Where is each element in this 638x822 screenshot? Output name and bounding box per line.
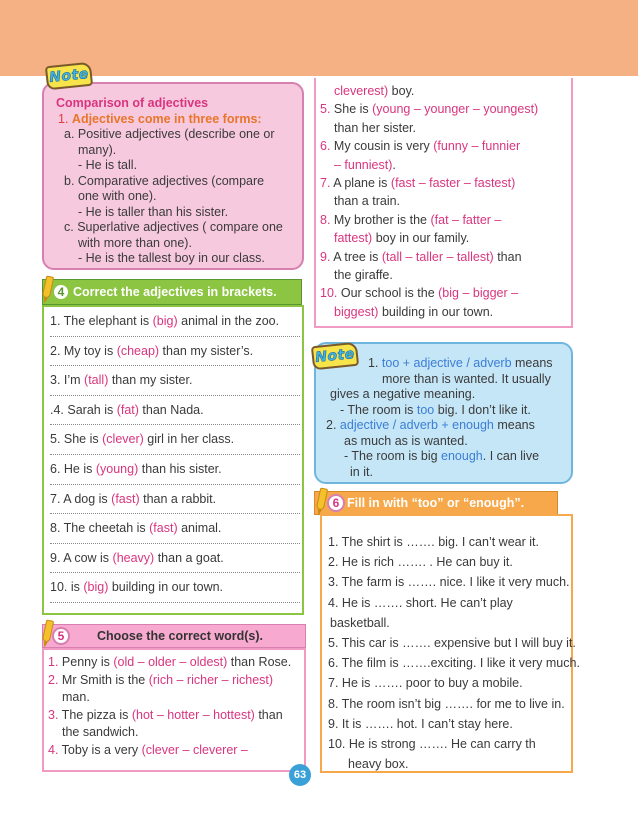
exercise-line <box>320 82 571 100</box>
note2-text: means <box>493 418 535 432</box>
exercise-line <box>50 514 300 544</box>
adjective-in-brackets: (fat) <box>116 402 139 417</box>
word-options: (old – older – oldest) <box>113 655 228 669</box>
exercise-line <box>50 366 300 396</box>
sentence-text: He is rich ……. . He can buy it. <box>338 555 513 570</box>
item-number: 7. <box>328 676 339 691</box>
sentence-text: 1. The elephant is <box>50 314 153 328</box>
note-line: with more than one). <box>78 235 192 250</box>
sentence-text: He is strong ……. He can carry th <box>345 737 536 752</box>
word-options: (clever – cleverer – <box>141 742 248 757</box>
item-number: 10. <box>320 286 338 301</box>
note2-num: 2. <box>326 418 337 432</box>
note2-example <box>326 449 565 465</box>
sentence-text: than <box>493 249 522 264</box>
exercise-line <box>320 266 571 284</box>
exercise-5-header <box>42 624 306 648</box>
sentence-text: . <box>392 157 396 172</box>
sentence-text: building in our town. <box>378 304 494 319</box>
sentence-text: 7. A dog is <box>50 491 112 506</box>
exercise-line <box>320 137 571 155</box>
note2-example <box>326 403 565 419</box>
item-number: 8. <box>320 212 331 227</box>
note2-text: means <box>511 356 553 370</box>
sentence-text: than Nada. <box>138 402 204 417</box>
exercise-line <box>48 707 304 725</box>
page-number: 63 <box>289 764 311 786</box>
sentence-text: than my sister. <box>108 373 193 388</box>
sentence-text: Mr Smith is the <box>58 672 149 687</box>
exercise-line <box>50 544 300 574</box>
item-number: 8. <box>328 696 339 711</box>
sentence-text: A plane is <box>330 176 391 191</box>
exercise-line <box>320 119 571 137</box>
exercise-line <box>50 573 300 603</box>
item-number: 2. <box>328 555 339 570</box>
note-line: a. Positive adjectives (describe one or <box>64 127 275 141</box>
exercise-line <box>320 284 571 302</box>
sentence-text: girl in her class. <box>143 432 235 447</box>
item-number: 2. <box>48 672 59 687</box>
sentence-text: 6. He is <box>50 462 96 476</box>
note-line: - He is tall. <box>78 158 138 172</box>
note-line: one with one). <box>78 189 157 203</box>
exercise-line <box>328 532 571 552</box>
word-options: (hot – hotter – hottest) <box>131 707 255 722</box>
word-options: (young – younger – youngest) <box>372 102 539 117</box>
exercise-line <box>48 654 304 672</box>
exercise-5-box-right <box>314 78 573 328</box>
sentence-text: He is ……. short. He can’t play <box>338 595 513 610</box>
item-number: 7. <box>320 176 331 191</box>
word-options: fattest) <box>334 231 373 246</box>
exercise-line <box>328 694 571 714</box>
sentence-text: The pizza is <box>58 707 132 722</box>
note2-num: 1. <box>368 356 379 370</box>
sentence-text: heavy box. <box>348 757 409 772</box>
exercise-4-number: 4 <box>52 283 70 301</box>
sentence-text: It is ……. hot. I can’t stay here. <box>338 716 513 731</box>
note-line: many). <box>78 142 117 157</box>
item-number: 4. <box>48 742 59 757</box>
note2-line <box>326 356 565 372</box>
note-lines <box>56 127 294 267</box>
sentence-text: than a train. <box>334 194 401 209</box>
note2-line <box>326 418 565 434</box>
sentence-text: This car is ……. expensive but I will buy it. <box>338 636 576 651</box>
exercise-line <box>328 754 571 774</box>
sentence-text: The farm is ……. nice. I like it very much. <box>338 575 570 590</box>
exercise-line <box>50 455 300 485</box>
note-badge-label: Note <box>48 65 90 87</box>
sentence-text: 9. A cow is <box>50 550 113 565</box>
point-heading: Adjectives come in three forms: <box>71 111 262 126</box>
note-badge-label: Note <box>314 345 356 367</box>
adjective-in-brackets: (heavy) <box>112 550 155 565</box>
adjective-in-brackets: (fast) <box>111 491 140 506</box>
sentence-text: boy in our family. <box>372 231 470 246</box>
sentence-text: The room isn’t big ……. for me to live in. <box>338 696 565 711</box>
exercise-line <box>320 303 571 321</box>
note-point-1 <box>56 112 294 128</box>
exercise-line <box>48 742 304 760</box>
note2-text: - The room is <box>340 402 417 417</box>
note-line: - He is taller than his sister. <box>78 204 229 219</box>
note-title: Comparison of adjectives <box>56 96 209 110</box>
sentence-text: man. <box>62 690 90 704</box>
word-options: (tall – taller – tallest) <box>381 249 494 264</box>
exercise-4-title: Correct the adjectives in brackets. <box>73 285 277 299</box>
exercise-line <box>320 192 571 210</box>
exercise-line <box>328 613 571 633</box>
sentence-text: The shirt is ……. big. I can’t wear it. <box>338 535 539 549</box>
note2-text: - The room is big <box>344 449 442 463</box>
header-band <box>0 0 638 76</box>
exercise-6-number: 6 <box>327 494 345 512</box>
sentence-text: He is ……. poor to buy a mobile. <box>338 676 523 691</box>
exercise-line <box>320 156 571 174</box>
item-number: 10. <box>328 737 346 752</box>
sentence-text: than a rabbit. <box>139 491 217 506</box>
sentence-text: Penny is <box>58 655 114 669</box>
sentence-text: The film is …….exciting. I like it very much. <box>338 656 580 671</box>
sentence-text: animal in the zoo. <box>177 314 280 328</box>
exercise-5-box-left <box>42 648 306 772</box>
note2-keyword: too + adjective / adverb <box>381 356 512 370</box>
sentence-text: My brother is the <box>330 212 431 227</box>
sentence-text: the giraffe. <box>334 268 393 283</box>
sentence-text: Our school is the <box>337 286 439 301</box>
item-number: 6. <box>320 139 331 154</box>
exercise-line <box>328 734 571 754</box>
note-box-comparison <box>42 82 304 270</box>
adjective-in-brackets: (clever) <box>102 432 144 447</box>
exercise-line <box>50 425 300 455</box>
sentence-text: the sandwich. <box>62 725 139 739</box>
note2-line: as much as is wanted. <box>344 433 468 448</box>
item-number: 3. <box>48 707 59 722</box>
exercise-line <box>50 396 300 426</box>
exercise-line <box>50 307 300 337</box>
item-number: 5. <box>328 636 339 651</box>
note2-line: in it. <box>350 464 373 479</box>
sentence-text: than <box>254 707 283 722</box>
word-options: – funniest) <box>334 157 393 172</box>
note2-line: more than is wanted. It usually <box>382 371 551 386</box>
sentence-text: than Rose. <box>227 655 292 669</box>
adjective-in-brackets: (fast) <box>149 521 178 536</box>
note-line: b. Comparative adjectives (compare <box>64 173 265 188</box>
sentence-text: animal. <box>177 521 222 536</box>
exercise-4-box <box>42 305 304 615</box>
exercise-line <box>50 337 300 367</box>
exercise-line <box>328 633 576 653</box>
exercise-line <box>48 672 304 690</box>
adjective-in-brackets: (big) <box>83 580 109 595</box>
sentence-text: 2. My toy is <box>50 343 117 358</box>
item-number: 5. <box>320 102 331 117</box>
sentence-text: 8. The cheetah is <box>50 521 150 536</box>
exercise-line <box>328 653 580 673</box>
sentence-text: 10. is <box>50 580 84 595</box>
exercise-line <box>320 174 571 192</box>
exercise-line <box>320 229 571 247</box>
exercise-5-title: Choose the correct word(s). <box>97 629 263 643</box>
adjective-in-brackets: (cheap) <box>116 343 160 358</box>
note2-keyword: adjective / adverb + enough <box>339 418 494 432</box>
exercise-line <box>48 724 304 742</box>
sentence-text: My cousin is very <box>330 139 434 154</box>
note2-keyword: enough <box>441 449 483 463</box>
point-number: 1. <box>58 111 69 126</box>
sentence-text: than his sister. <box>138 462 222 476</box>
item-number: 9. <box>320 249 331 264</box>
exercise-line <box>320 100 571 118</box>
note2-keyword: too <box>416 402 435 417</box>
note2-text: . I can live <box>482 449 540 463</box>
exercise-6-title: Fill in with “too” or “enough”. <box>347 496 525 510</box>
item-number: 1. <box>48 655 59 669</box>
note-line: - He is the tallest boy in our class. <box>78 251 265 265</box>
sentence-text: Toby is a very <box>58 742 142 757</box>
note-badge-1 <box>45 62 93 91</box>
word-options: (fast – faster – fastest) <box>390 176 516 191</box>
sentence-text: building in our town. <box>108 580 224 595</box>
word-options: (funny – funnier <box>433 139 521 154</box>
exercise-line <box>320 211 571 229</box>
exercise-line <box>328 593 571 613</box>
note2-text: big. I don’t like it. <box>434 402 531 417</box>
sentence-text: than my sister’s. <box>159 343 254 358</box>
sentence-text: than a goat. <box>154 550 224 565</box>
word-options: (rich – richer – richest) <box>148 672 274 687</box>
exercise-line <box>328 552 571 572</box>
exercise-line <box>328 673 571 693</box>
note2-line: gives a negative meaning. <box>330 387 476 401</box>
exercise-line <box>48 689 304 707</box>
item-number: 6. <box>328 656 339 671</box>
exercise-6-header <box>314 491 558 515</box>
exercise-line <box>328 572 571 592</box>
sentence-text: 5. She is <box>50 432 103 447</box>
item-number: 9. <box>328 716 339 731</box>
exercise-5-number: 5 <box>52 627 70 645</box>
note-badge-2 <box>311 342 359 371</box>
sentence-text: A tree is <box>330 249 382 264</box>
exercise-6-box <box>320 514 580 773</box>
exercise-line <box>328 714 571 734</box>
adjective-in-brackets: (big) <box>152 314 178 328</box>
sentence-text: than her sister. <box>334 120 416 135</box>
exercise-line <box>50 485 300 515</box>
item-number: 3. <box>328 575 339 590</box>
sentence-text: basketball. <box>330 615 390 630</box>
exercise-4-header <box>42 279 302 305</box>
word-options: cleverest) <box>334 84 389 98</box>
sentence-text: boy. <box>388 84 415 98</box>
adjective-in-brackets: (young) <box>95 462 139 476</box>
exercise-line <box>320 248 571 266</box>
item-number: 1. <box>328 535 339 549</box>
note-line: c. Superlative adjectives ( compare one <box>64 220 283 234</box>
sentence-text: .4. Sarah is <box>50 402 117 417</box>
word-options: (big – bigger – <box>438 286 519 301</box>
adjective-in-brackets: (tall) <box>84 373 109 388</box>
item-number: 4. <box>328 595 339 610</box>
word-options: (fat – fatter – <box>430 212 502 227</box>
word-options: biggest) <box>334 304 379 319</box>
sentence-text: 3. I’m <box>50 373 85 388</box>
sentence-text: She is <box>330 102 373 117</box>
